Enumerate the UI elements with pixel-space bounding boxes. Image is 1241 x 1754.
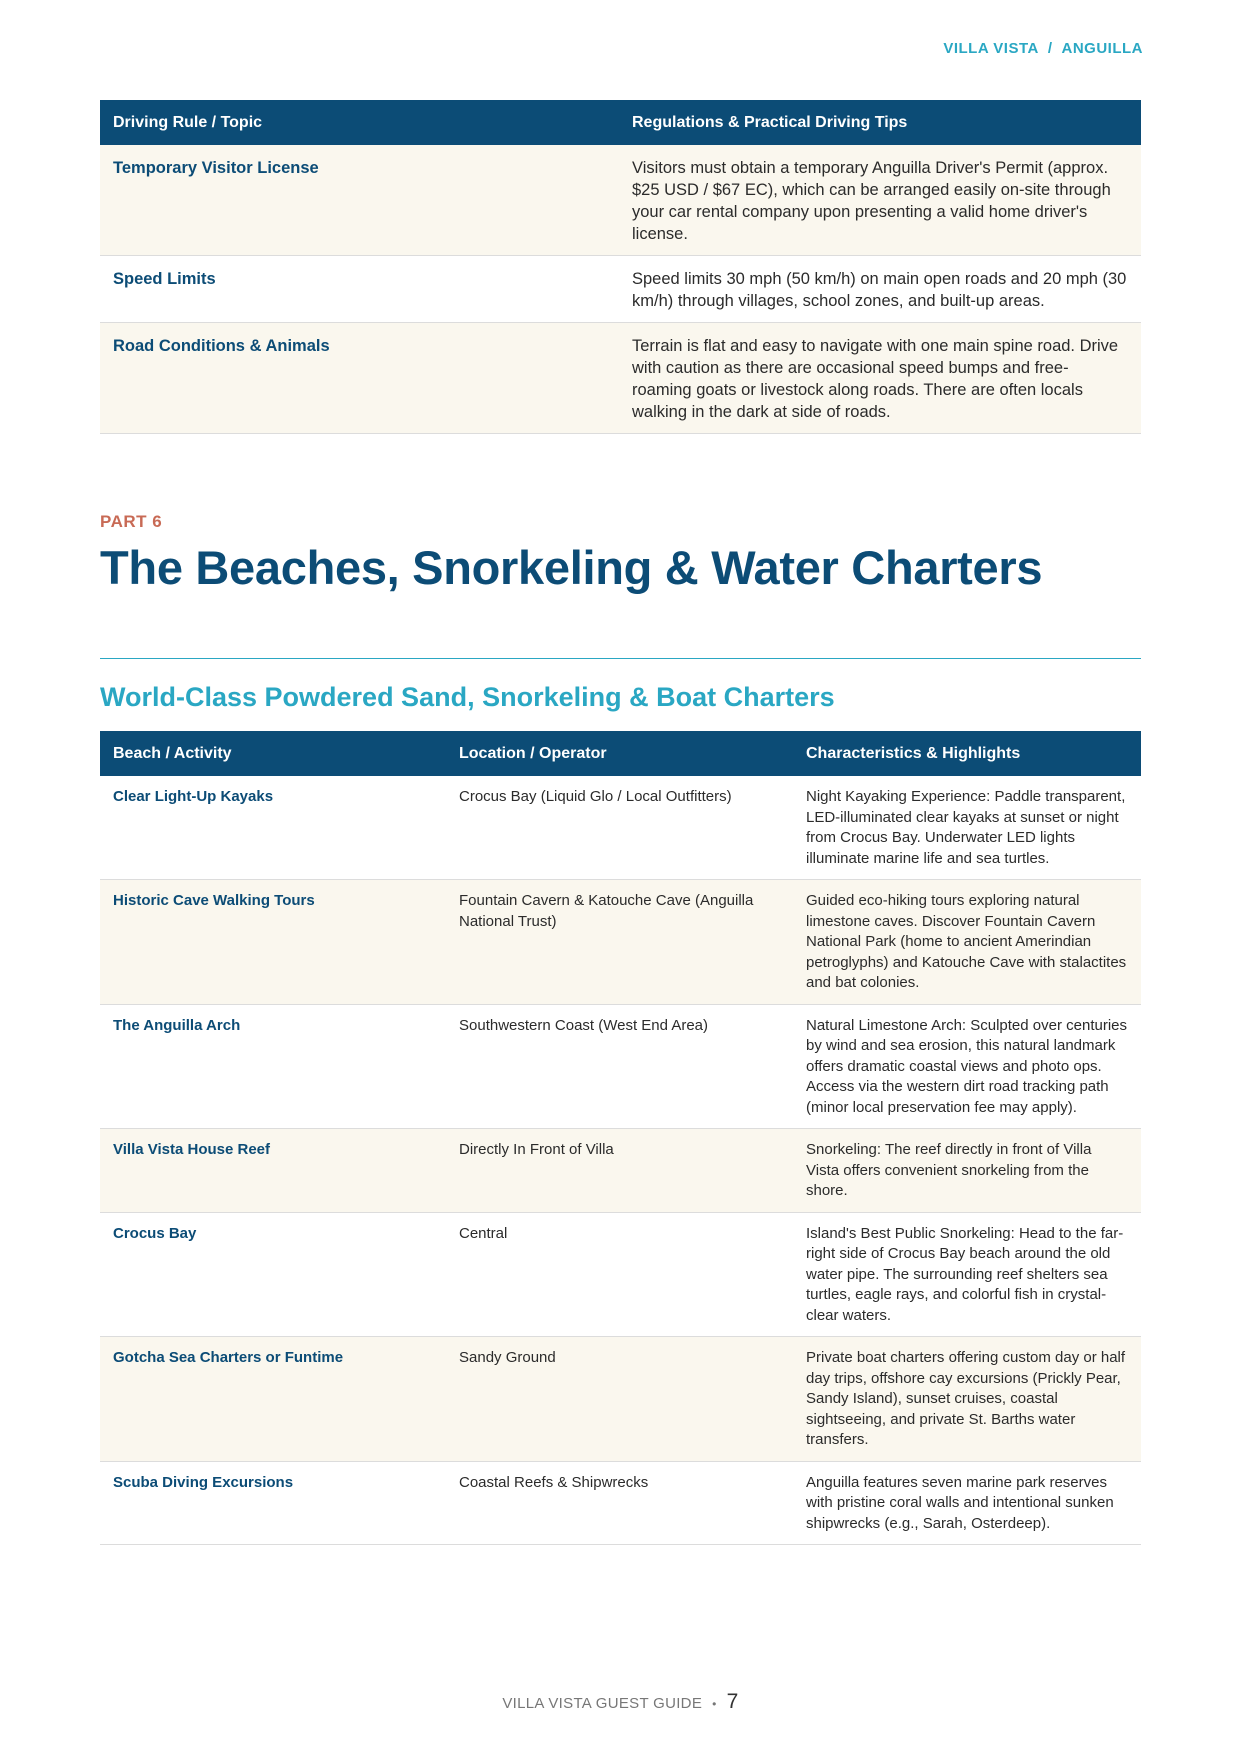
row-topic: Temporary Visitor License <box>100 145 619 256</box>
table-row <box>100 1004 1141 1129</box>
footer-guide-title: VILLA VISTA GUEST GUIDE <box>502 1695 703 1712</box>
part-label: PART 6 <box>100 512 163 531</box>
row-location: Central <box>446 1212 793 1337</box>
row-highlights: Snorkeling: The reef directly in front of Villa Vista offers convenient snorkeling from the shore. <box>793 1129 1141 1213</box>
row-activity: Historic Cave Walking Tours <box>100 880 446 1005</box>
page-title: The Beaches, Snorkeling & Water Charters <box>100 541 1043 594</box>
header-villa-name: VILLA VISTA <box>943 40 1039 57</box>
page-number: 7 <box>726 1690 739 1713</box>
row-tips: Visitors must obtain a temporary Anguilla Driver's Permit (approx. $25 USD / $67 EC), which can be arranged easily on-site through your car rental company upon presenting a valid home driver's license. <box>619 145 1141 256</box>
column-header: Characteristics & Highlights <box>793 731 1141 776</box>
row-location: Southwestern Coast (West End Area) <box>446 1004 793 1129</box>
row-highlights: Guided eco-hiking tours exploring natural limestone caves. Discover Fountain Cavern National Park (home to ancient Amerindian petroglyphs) and Katouche Cave with stalactites and bat colonies. <box>793 880 1141 1005</box>
column-header: Beach / Activity <box>100 731 446 776</box>
table-row <box>100 880 1141 1005</box>
table-row <box>100 1337 1141 1462</box>
row-tips: Terrain is flat and easy to navigate with one main spine road. Drive with caution as there are occasional speed bumps and free-roaming goats or livestock along roads. There are often locals walking in the dark at side of roads. <box>619 323 1141 434</box>
running-header <box>943 40 1143 57</box>
row-activity: Gotcha Sea Charters or Funtime <box>100 1337 446 1462</box>
row-tips: Speed limits 30 mph (50 km/h) on main open roads and 20 mph (30 km/h) through villages, school zones, and built-up areas. <box>619 256 1141 323</box>
page-footer <box>0 1690 1241 1714</box>
footer-bullet: • <box>712 1697 717 1711</box>
table-row <box>100 1461 1141 1545</box>
row-highlights: Private boat charters offering custom day or half day trips, offshore cay excursions (Prickly Pear, Sandy Island), sunset cruises, coastal sightseeing, and private St. Barths water transfers. <box>793 1337 1141 1462</box>
row-location: Sandy Ground <box>446 1337 793 1462</box>
section-divider <box>100 658 1141 659</box>
row-highlights: Natural Limestone Arch: Sculpted over centuries by wind and sea erosion, this natural landmark offers dramatic coastal views and photo ops. Access via the western dirt road tracking path (minor local preservation fee may apply). <box>793 1004 1141 1129</box>
row-highlights: Island's Best Public Snorkeling: Head to the far-right side of Crocus Bay beach around the old water pipe. The surrounding reef shelters sea turtles, eagle rays, and colorful fish in crystal-clear waters. <box>793 1212 1141 1337</box>
column-header: Location / Operator <box>446 731 793 776</box>
table-row <box>100 323 1141 434</box>
driving-rules-table <box>100 100 1141 434</box>
row-location: Fountain Cavern & Katouche Cave (Anguilla National Trust) <box>446 880 793 1005</box>
table-row <box>100 145 1141 256</box>
row-activity: The Anguilla Arch <box>100 1004 446 1129</box>
row-highlights: Anguilla features seven marine park reserves with pristine coral walls and intentional sunken shipwrecks (e.g., Sarah, Osterdeep). <box>793 1461 1141 1545</box>
row-activity: Scuba Diving Excursions <box>100 1461 446 1545</box>
row-topic: Speed Limits <box>100 256 619 323</box>
table-header-row <box>100 731 1141 776</box>
row-activity: Clear Light-Up Kayaks <box>100 776 446 880</box>
table-row <box>100 776 1141 880</box>
row-location: Directly In Front of Villa <box>446 1129 793 1213</box>
row-location: Coastal Reefs & Shipwrecks <box>446 1461 793 1545</box>
header-separator: / <box>1047 40 1053 57</box>
row-activity: Crocus Bay <box>100 1212 446 1337</box>
beaches-activities-table <box>100 731 1141 1545</box>
table-row <box>100 1129 1141 1213</box>
column-header: Driving Rule / Topic <box>100 100 619 145</box>
header-location: ANGUILLA <box>1061 40 1143 57</box>
table-row <box>100 256 1141 323</box>
section-subtitle: World-Class Powdered Sand, Snorkeling & Boat Charters <box>100 682 835 712</box>
row-location: Crocus Bay (Liquid Glo / Local Outfitters) <box>446 776 793 880</box>
table-header-row <box>100 100 1141 145</box>
row-topic: Road Conditions & Animals <box>100 323 619 434</box>
row-activity: Villa Vista House Reef <box>100 1129 446 1213</box>
row-highlights: Night Kayaking Experience: Paddle transparent, LED-illuminated clear kayaks at sunset or night from Crocus Bay. Underwater LED lights illuminate marine life and sea turtles. <box>793 776 1141 880</box>
column-header: Regulations & Practical Driving Tips <box>619 100 1141 145</box>
table-row <box>100 1212 1141 1337</box>
